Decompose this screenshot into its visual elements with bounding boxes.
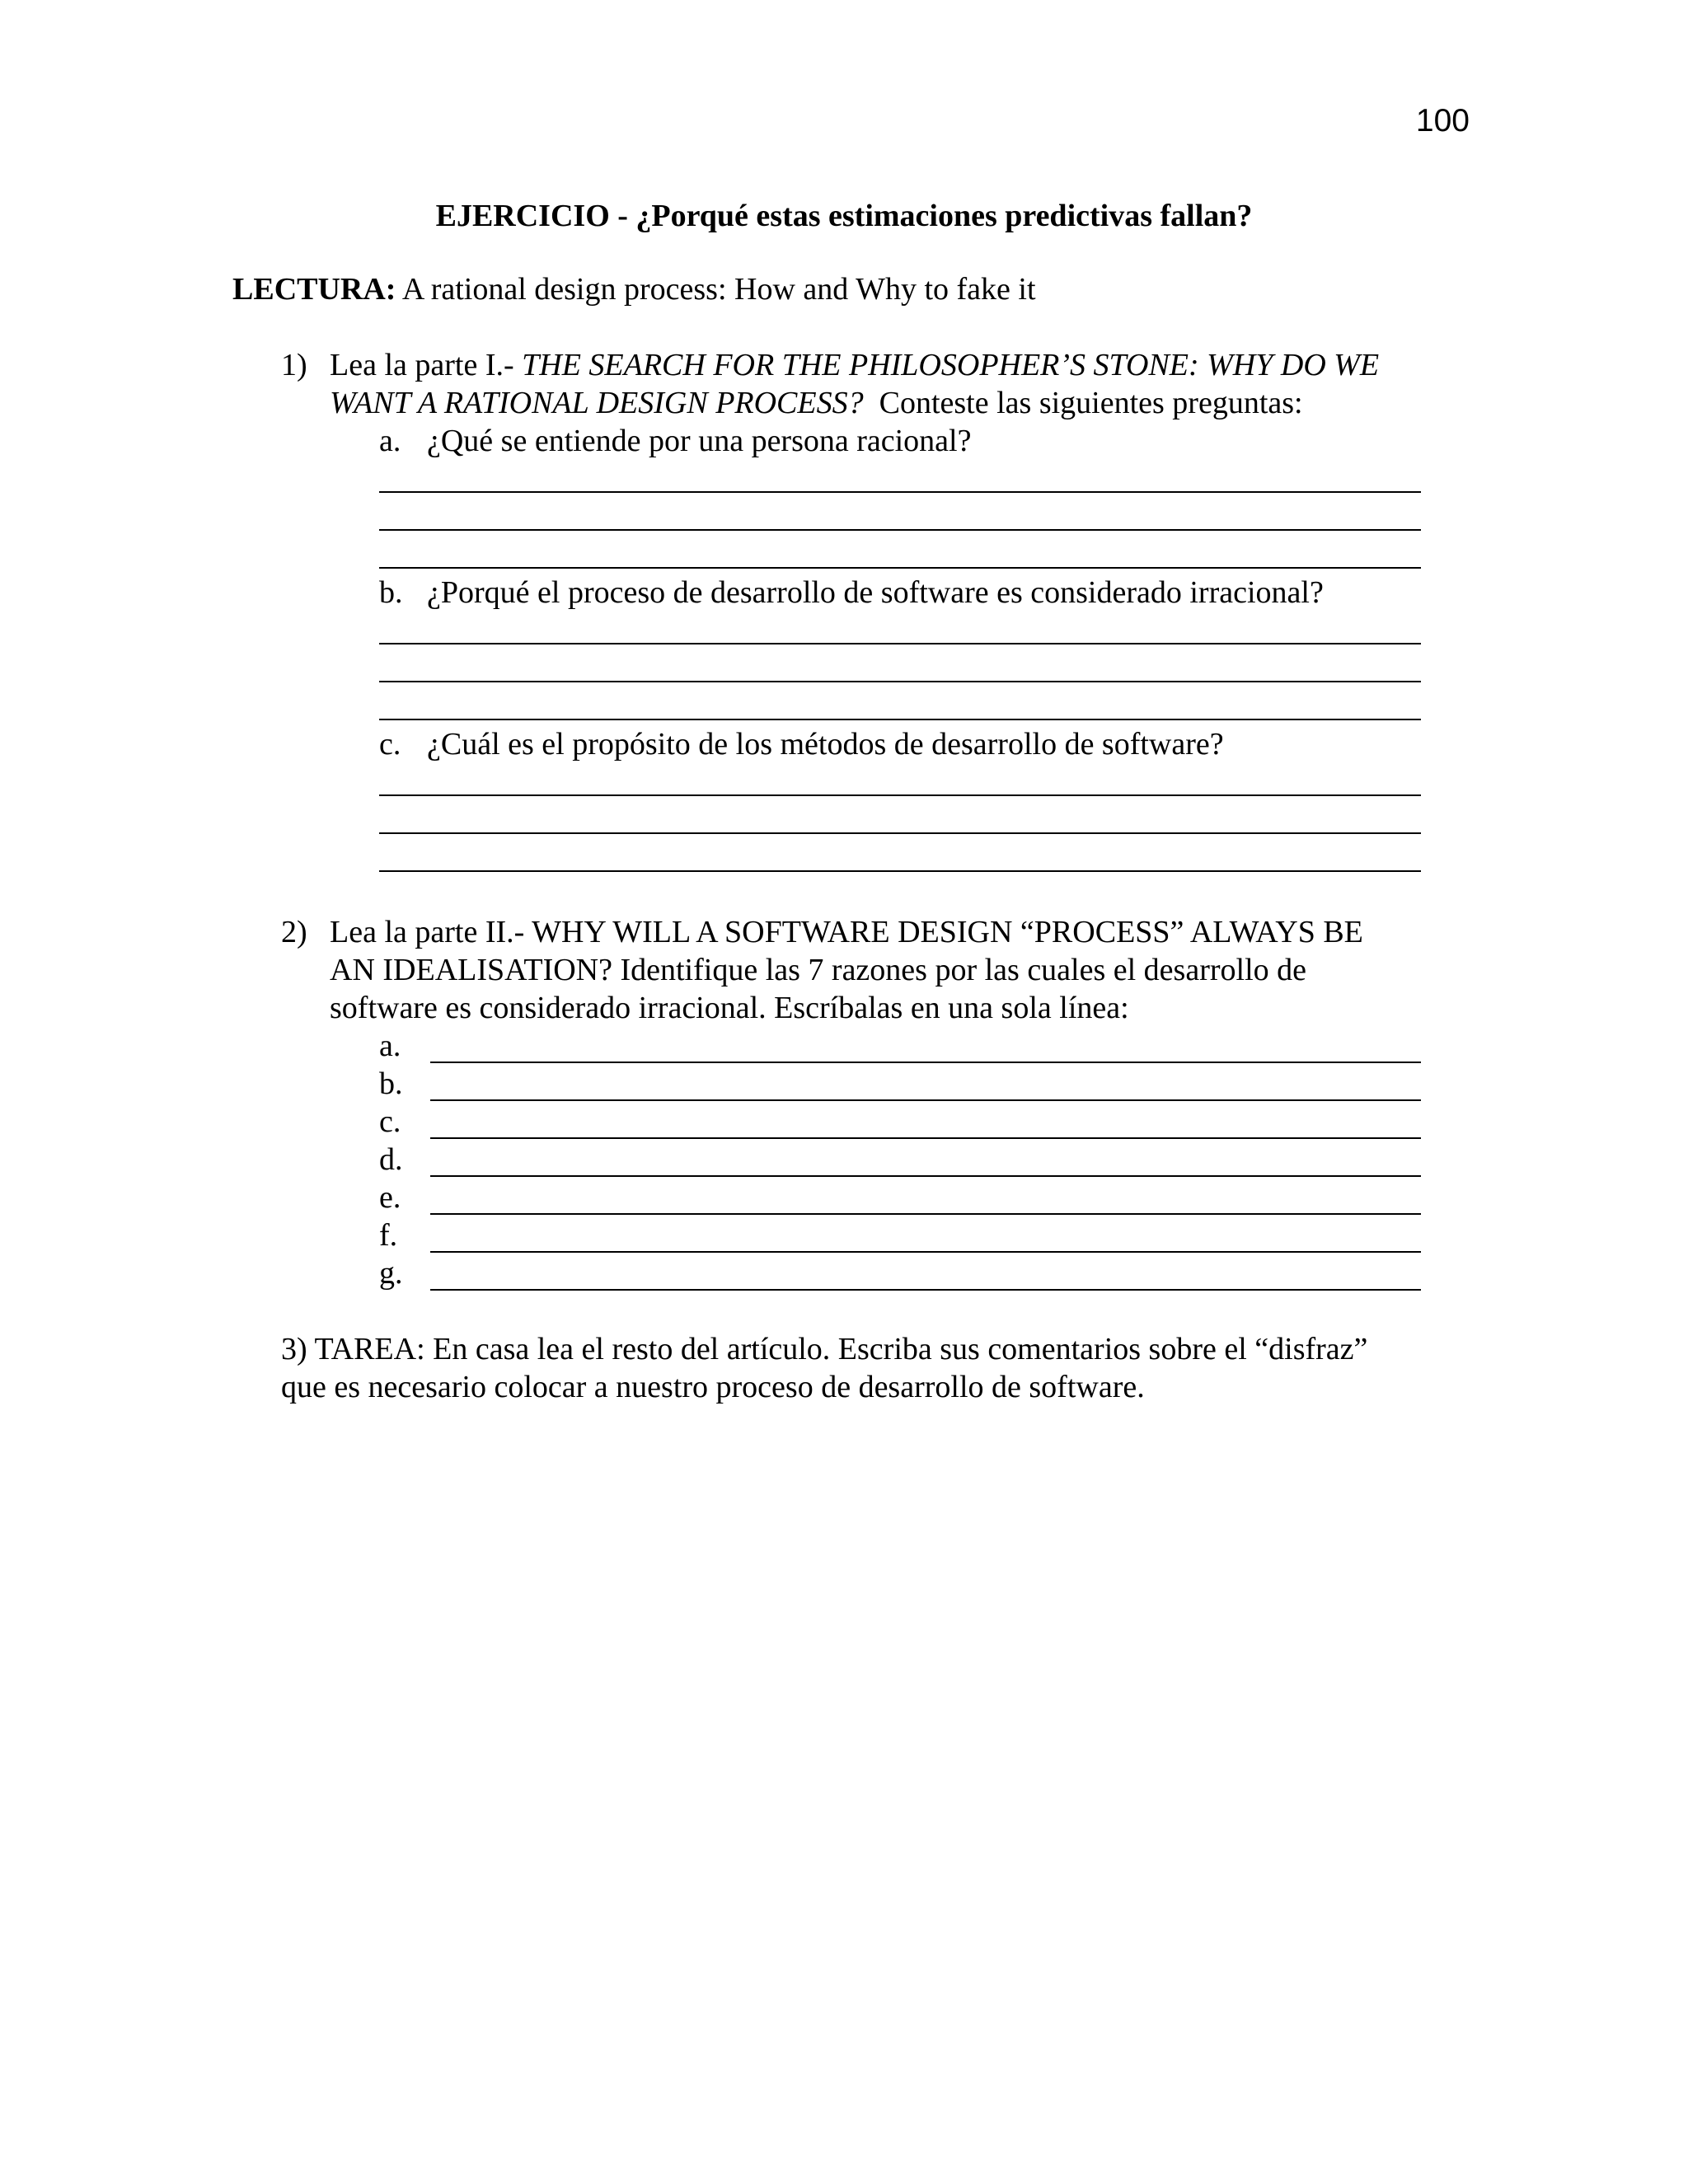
- reading-text: A rational design process: How and Why to fake it: [401, 272, 1036, 307]
- q2-item-c-letter: c.: [379, 1104, 401, 1139]
- reading-line: [232, 274, 1036, 305]
- q1c-answer-line-1[interactable]: [379, 794, 1421, 796]
- q1b-answer-line-1[interactable]: [379, 643, 1421, 644]
- q2-item-f-letter: f.: [379, 1218, 398, 1253]
- q2-line-2: AN IDEALISATION? Identifique las 7 razones por las cuales el desarrollo de: [330, 953, 1306, 987]
- q2-line-3: software es considerado irracional. Escríbalas en una sola línea:: [330, 991, 1129, 1025]
- q1c-answer-line-3[interactable]: [379, 870, 1421, 872]
- q2-item-d-answer-line[interactable]: [430, 1175, 1421, 1177]
- q1b-answer-line-3[interactable]: [379, 719, 1421, 720]
- q2-item-a-answer-line[interactable]: [430, 1062, 1421, 1063]
- q1b-answer-line-2[interactable]: [379, 681, 1421, 682]
- q1b-question: ¿Porqué el proceso de desarrollo de software es considerado irracional?: [427, 575, 1324, 610]
- q2-item-g-letter: g.: [379, 1256, 403, 1291]
- exercise-title: EJERCICIO - ¿Porqué estas estimaciones predictivas fallan?: [435, 199, 1253, 233]
- q2-item-g-answer-line[interactable]: [430, 1289, 1421, 1291]
- q2-number: 2): [281, 915, 307, 949]
- q1a-answer-line-1[interactable]: [379, 491, 1421, 493]
- q2-item-a-letter: a.: [379, 1029, 401, 1063]
- q1a-question: ¿Qué se entiende por una persona racional?: [427, 424, 972, 458]
- q1a-letter: a.: [379, 424, 401, 458]
- q1-line-1-plain: Lea la parte I.-: [330, 348, 523, 382]
- q1a-answer-line-3[interactable]: [379, 567, 1421, 569]
- q2-item-e-letter: e.: [379, 1180, 401, 1215]
- q1-number: 1): [281, 348, 307, 382]
- q1c-answer-line-2[interactable]: [379, 832, 1421, 834]
- q2-item-b-answer-line[interactable]: [430, 1099, 1421, 1101]
- q1a-answer-line-2[interactable]: [379, 529, 1421, 531]
- q1-part-title: THE SEARCH FOR THE PHILOSOPHER’S STONE: WHY DO WE: [522, 348, 1380, 382]
- q2-item-b-letter: b.: [379, 1066, 403, 1101]
- q2-item-d-letter: d.: [379, 1142, 403, 1177]
- q2-item-e-answer-line[interactable]: [430, 1213, 1421, 1215]
- q2-item-f-answer-line[interactable]: [430, 1251, 1421, 1253]
- q2-item-c-answer-line[interactable]: [430, 1137, 1421, 1139]
- q1c-question: ¿Cuál es el propósito de los métodos de desarrollo de software?: [427, 727, 1224, 762]
- q1-instruction: Conteste las siguientes preguntas:: [879, 386, 1303, 420]
- q1-line-2: [330, 387, 1303, 419]
- q1b-letter: b.: [379, 575, 403, 610]
- q1-line-1: [330, 349, 1379, 381]
- q1c-letter: c.: [379, 727, 401, 762]
- q1-part-title-cont: WANT A RATIONAL DESIGN PROCESS?: [330, 386, 864, 420]
- q2-line-1: Lea la parte II.- WHY WILL A SOFTWARE DESIGN “PROCESS” ALWAYS BE: [330, 915, 1363, 949]
- q3-line-1: 3) TAREA: En casa lea el resto del artículo. Escriba sus comentarios sobre el “disfraz”: [281, 1332, 1368, 1366]
- page-number: 100: [1415, 103, 1470, 138]
- q3-line-2: que es necesario colocar a nuestro proceso de desarrollo de software.: [281, 1370, 1145, 1404]
- reading-label: LECTURA:: [232, 272, 396, 307]
